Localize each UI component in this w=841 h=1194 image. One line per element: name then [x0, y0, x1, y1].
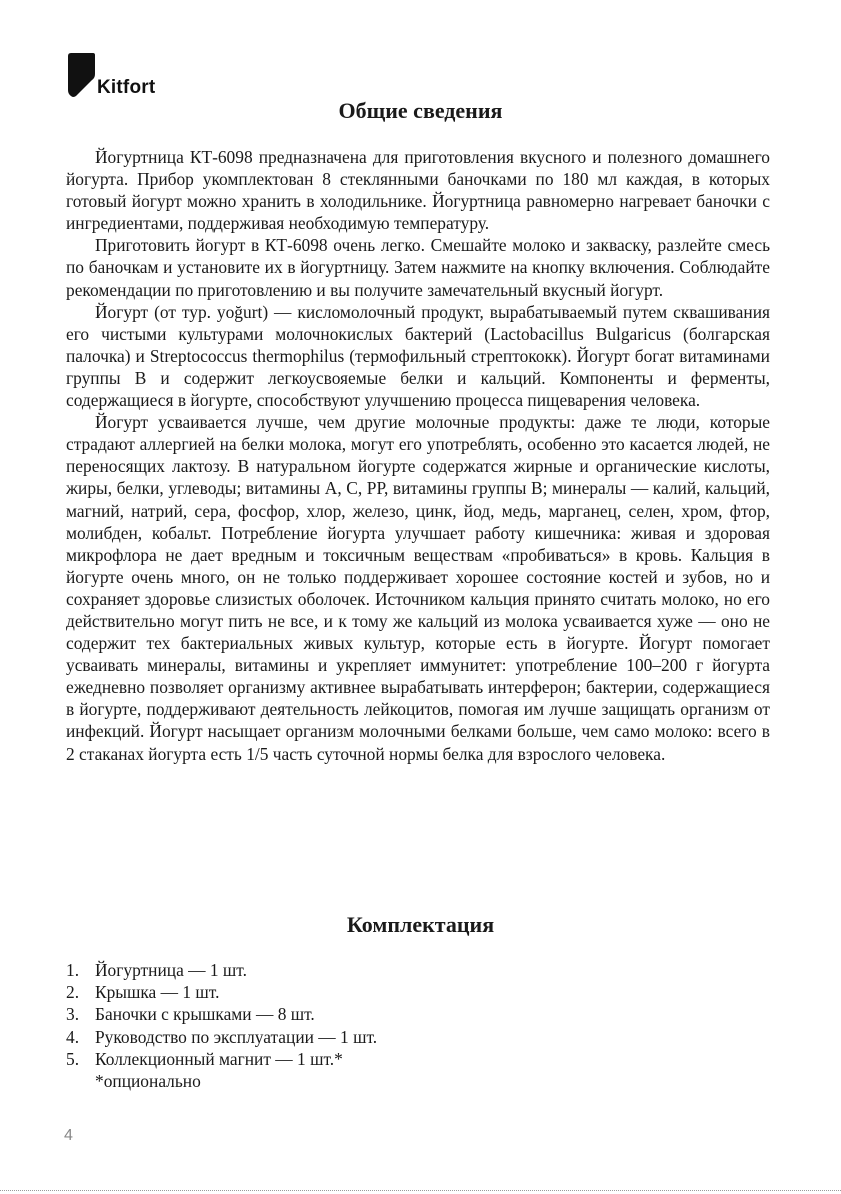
- list-item-text: Крышка — 1 шт.: [95, 982, 220, 1003]
- brand-logo: [66, 52, 155, 98]
- list-item: [66, 1048, 666, 1070]
- paragraph: Йогуртница КТ-6098 предназначена для приготовления вкусного и полезного домашнего йогурта. Прибор укомплектован 8 стеклянными баночками по 180 мл каждая, в которых готовый йогурт можно хранить в холодильнике. Йогуртница равномерно нагревает баночки с ингредиентами, поддерживая необходимую температуру.: [66, 147, 770, 234]
- list-item: [66, 959, 666, 981]
- brand-name: Kitfort: [97, 77, 156, 98]
- contents-list: [66, 959, 666, 1092]
- list-item-number: 4.: [66, 1026, 80, 1047]
- paragraph: Приготовить йогурт в КТ-6098 очень легко. Смешайте молоко и закваску, разлейте смесь по баночкам и установите их в йогуртницу. Затем нажмите на кнопку включения. Соблюдайте рекомендации по приготовлению и вы получите замечательный вкусный йогурт.: [66, 235, 770, 300]
- paragraph: Йогурт усваивается лучше, чем другие молочные продукты: даже те люди, которые страдают аллергией на белки молока, могут его употреблять, особенно это касается людей, не переносящих лактозу. В натуральном йогурте содержатся жирные и органические кислоты, жиры, белки, углеводы; витамины А, С, РР, витамины группы В; минералы — калий, кальций, магний, натрий, сера, фосфор, хлор, железо, цинк, йод, медь, марганец, селен, хром, фтор, молибден, кобальт. Потребление йогурта улучшает работу кишечника: живая и здоровая микрофлора не дает вредным и токсичным веществам «пробиваться» в кровь. Кальция в йогурте очень много, он не только поддерживает хорошее состояние костей и зубов, но и сохраняет здоровье слизистых оболочек. Источником кальция принято считать молоко, но его действительно могут пить не все, и к тому же кальций из молока усваивается хуже — оно не содержит тех бактериальных живых культур, которые есть в йогурте. Йогурт помогает усваивать минералы, витамины и укрепляет иммунитет: употребление 100–200 г йогурта ежедневно позволяет организму активнее вырабатывать интерферон; бактерии, содержащиеся в йогурте, поддерживают деятельность лейкоцитов, помогая им лучше защищать организм от инфекций. Йогурт насыщает организм молочными белками больше, чем само молоко: всего в 2 стаканах йогурта есть 1/5 часть суточной нормы белка для взрослого человека.: [66, 412, 770, 764]
- list-item-number: 2.: [66, 982, 80, 1003]
- list-item-number: 1.: [66, 960, 80, 980]
- list-item-number: 5.: [66, 1048, 80, 1069]
- paragraph: Йогурт (от тур. yoğurt) — кисломолочный продукт, вырабатываемый путем сквашивания его чистыми культурами молочнокислых бактерий (Lactobacillus Bulgaricus (болгарская палочка) и Streptococcus thermophilus (термофильный стрептококк). Йогурт богат витаминами группы В и содержит легкоусвояемые белки и кальций. Компоненты и ферменты, содержащиеся в йогурте, способствуют улучшению процесса пищеварения человека.: [66, 301, 770, 411]
- list-item: [66, 981, 666, 1003]
- footnote: *опционально: [95, 1071, 201, 1092]
- kitfort-logo-icon: [66, 52, 96, 98]
- general-body: [66, 146, 770, 765]
- list-item: [66, 1026, 666, 1048]
- page-bottom-rule: [0, 1190, 841, 1191]
- list-item-text: Руководство по эксплуатации — 1 шт.: [95, 1026, 378, 1047]
- section-title-contents: Комплектация: [346, 912, 495, 937]
- list-item-text: Йогуртница — 1 шт.: [95, 960, 247, 980]
- list-item-number: 3.: [66, 1004, 80, 1025]
- section-title-general: Общие сведения: [338, 98, 503, 123]
- list-item-text: Баночки с крышками — 8 шт.: [95, 1004, 315, 1025]
- page-number: 4: [64, 1127, 73, 1144]
- list-item-text: Коллекционный магнит — 1 шт.*: [95, 1048, 343, 1069]
- list-item: [66, 1003, 666, 1025]
